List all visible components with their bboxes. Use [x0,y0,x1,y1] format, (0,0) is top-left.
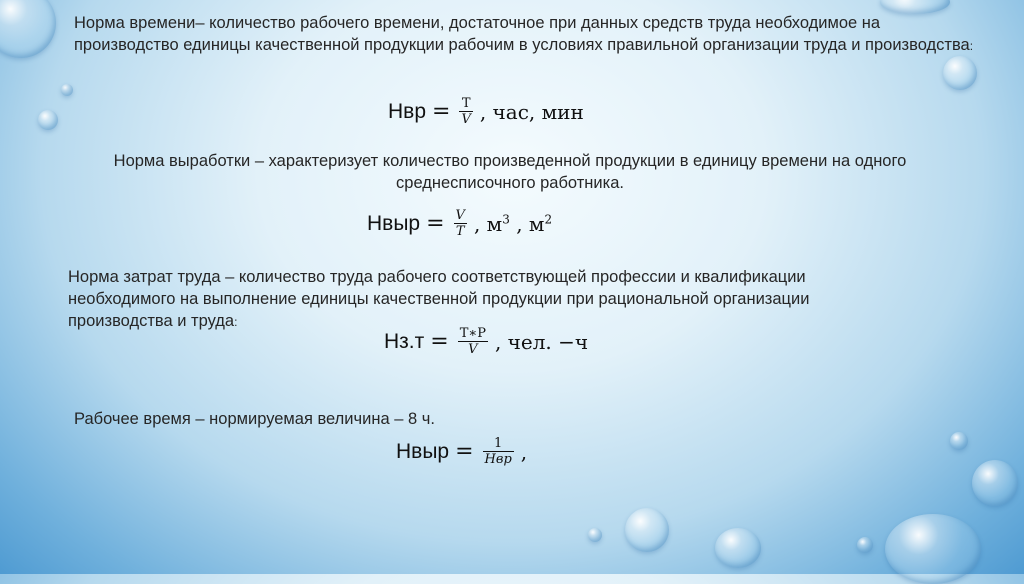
water-drop-icon [857,537,873,553]
working-time-statement [74,408,674,430]
output-norm-line-1: Норма выработки – характеризует количество произведенной продукции в единицу времени на одного [113,152,907,170]
output-norm-line-2: среднесписочного работника. [396,174,624,192]
numerator: Т∗P [459,326,486,341]
equals-sign: = [430,329,449,354]
numerator: Т [461,96,471,111]
numerator: V [455,208,465,223]
formula-lhs: Нвр [388,99,427,123]
formula-lhs: Нз.т [384,329,425,353]
fraction [454,208,467,239]
formula-units: , час, мин [479,99,584,124]
labor-cost-norm-formula [384,326,588,357]
denominator: V [468,342,478,357]
water-drop-icon [625,508,669,552]
formula-lhs: Нвыр [367,211,421,235]
exponent-2: 2 [544,211,553,226]
unit-2: , м [509,211,545,236]
formula-units: , чел. −ч [494,329,589,354]
labor-cost-norm-definition [68,266,898,333]
time-norm-definition [74,12,979,57]
exponent-1: 3 [502,211,510,226]
output-norm-definition [60,150,960,194]
unit-1: , м [473,211,503,236]
equals-sign: = [426,211,445,236]
formula-lhs: Нвыр [396,439,450,463]
labor-cost-norm-text: Норма затрат труда – количество труда рабочего соответствующей профессии и квалификации необходимого на выполнение единицы качественной продукции при рациональной организации производства и труда [68,268,810,330]
fraction [483,436,514,467]
output-from-time-norm-formula [396,436,527,467]
numerator: 1 [494,436,503,451]
water-drop-icon [38,110,58,130]
time-norm-text: Норма времени– количество рабочего времени, достаточное при данных средств труда необходимое на производство единицы качественной продукции рабочим в условиях правильной организации труда и производства [74,14,970,54]
water-drop-icon [950,432,968,450]
denominator: T [455,224,465,239]
time-norm-formula [388,96,584,127]
water-drop-icon [588,528,602,542]
formula-units: , [520,439,528,464]
equals-sign: = [432,99,451,124]
working-time-text: Рабочее время – нормируемая величина – 8 ч. [74,410,435,428]
water-drop-icon [61,84,73,96]
denominator: Нвр [484,452,512,467]
water-drop-icon [943,56,977,90]
equals-sign: = [455,439,474,464]
fraction [459,96,472,127]
colon: : [969,39,974,53]
water-drop-icon [972,460,1018,506]
fraction [458,326,488,357]
output-norm-formula [367,208,552,239]
colon: : [234,315,238,329]
water-drop-icon [0,0,56,58]
water-drop-icon [715,528,761,568]
formula-units [474,212,552,236]
denominator: V [461,112,471,127]
